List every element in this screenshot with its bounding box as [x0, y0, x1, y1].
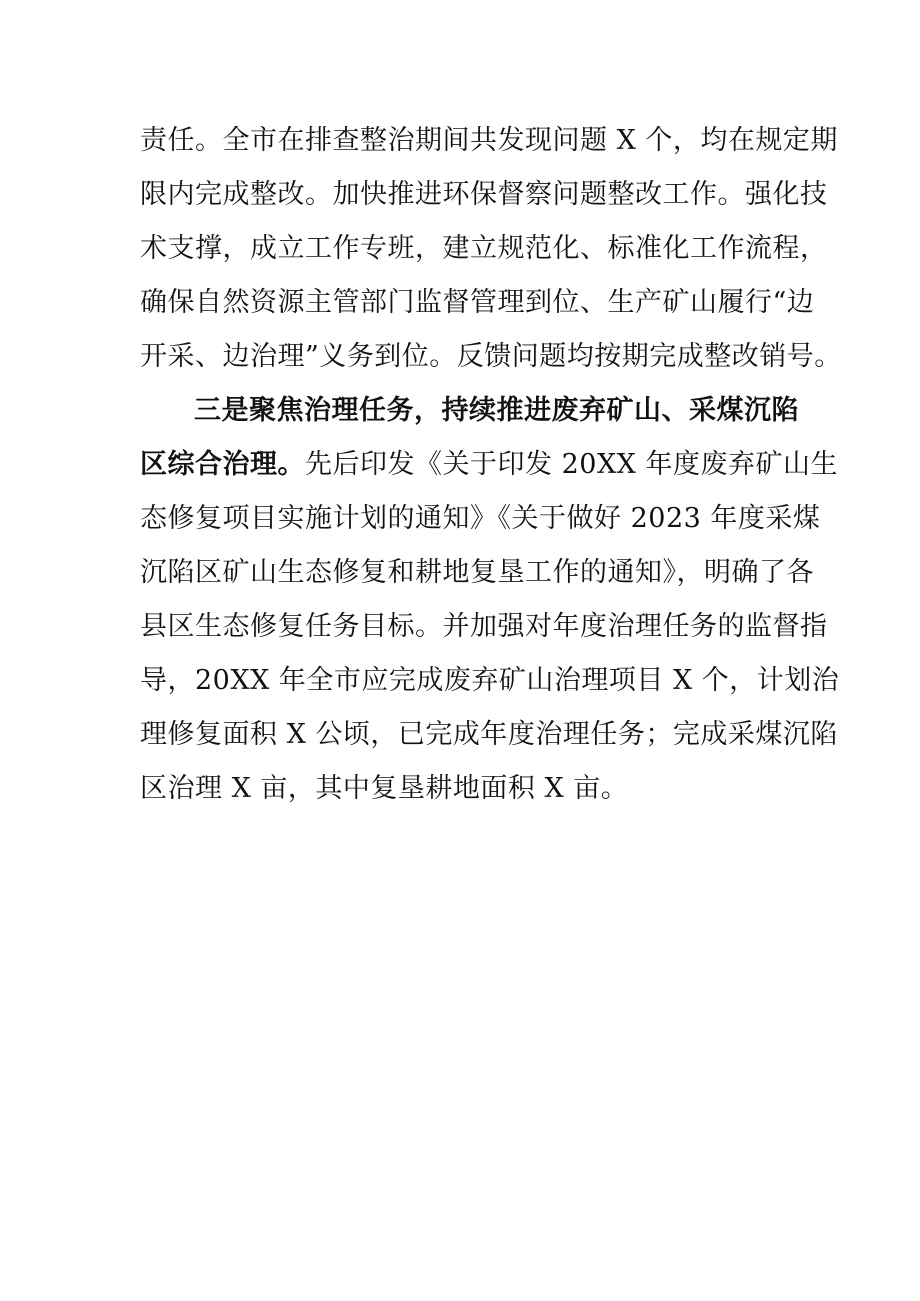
paragraph-2-line: 理修复面积 X 公顷，已完成年度治理任务；完成采煤沉陷	[140, 719, 838, 750]
paragraph-1-line: 开采、边治理”义务到位。反馈问题均按期完成整改销号。	[140, 341, 842, 372]
paragraph-1-line: 术支撑，成立工作专班，建立规范化、标准化工作流程，	[140, 233, 828, 264]
paragraph-2-heading-line: 三是聚焦治理任务，持续推进废弃矿山、采煤沉陷	[194, 395, 799, 426]
paragraph-2-line: 区治理 X 亩，其中复垦耕地面积 X 亩。	[140, 773, 629, 804]
paragraph-2	[140, 384, 840, 816]
paragraph-1-line: 责任。全市在排查整治期间共发现问题 X 个，均在规定期	[140, 125, 838, 156]
paragraph-1	[140, 114, 842, 384]
paragraph-2-line: 态修复项目实施计划的通知》《关于做好 2023 年度采煤	[140, 503, 821, 534]
paragraph-1-line: 确保自然资源主管部门监督管理到位、生产矿山履行“边	[140, 287, 815, 318]
paragraph-2-line: 沉陷区矿山生态修复和耕地复垦工作的通知》，明确了各	[140, 557, 814, 588]
paragraph-2-heading-end: 区综合治理。	[140, 449, 305, 480]
paragraph-2-line-text: 先后印发《关于印发 20XX 年度废弃矿山生	[305, 449, 838, 480]
paragraph-2-line: 县区生态修复任务目标。并加强对年度治理任务的监督指	[140, 611, 828, 642]
paragraph-2-line	[140, 438, 838, 492]
document-body	[140, 114, 842, 816]
paragraph-1-line: 限内完成整改。加快推进环保督察问题整改工作。强化技	[140, 179, 828, 210]
paragraph-2-line: 导，20XX 年全市应完成废弃矿山治理项目 X 个，计划治	[140, 665, 840, 696]
